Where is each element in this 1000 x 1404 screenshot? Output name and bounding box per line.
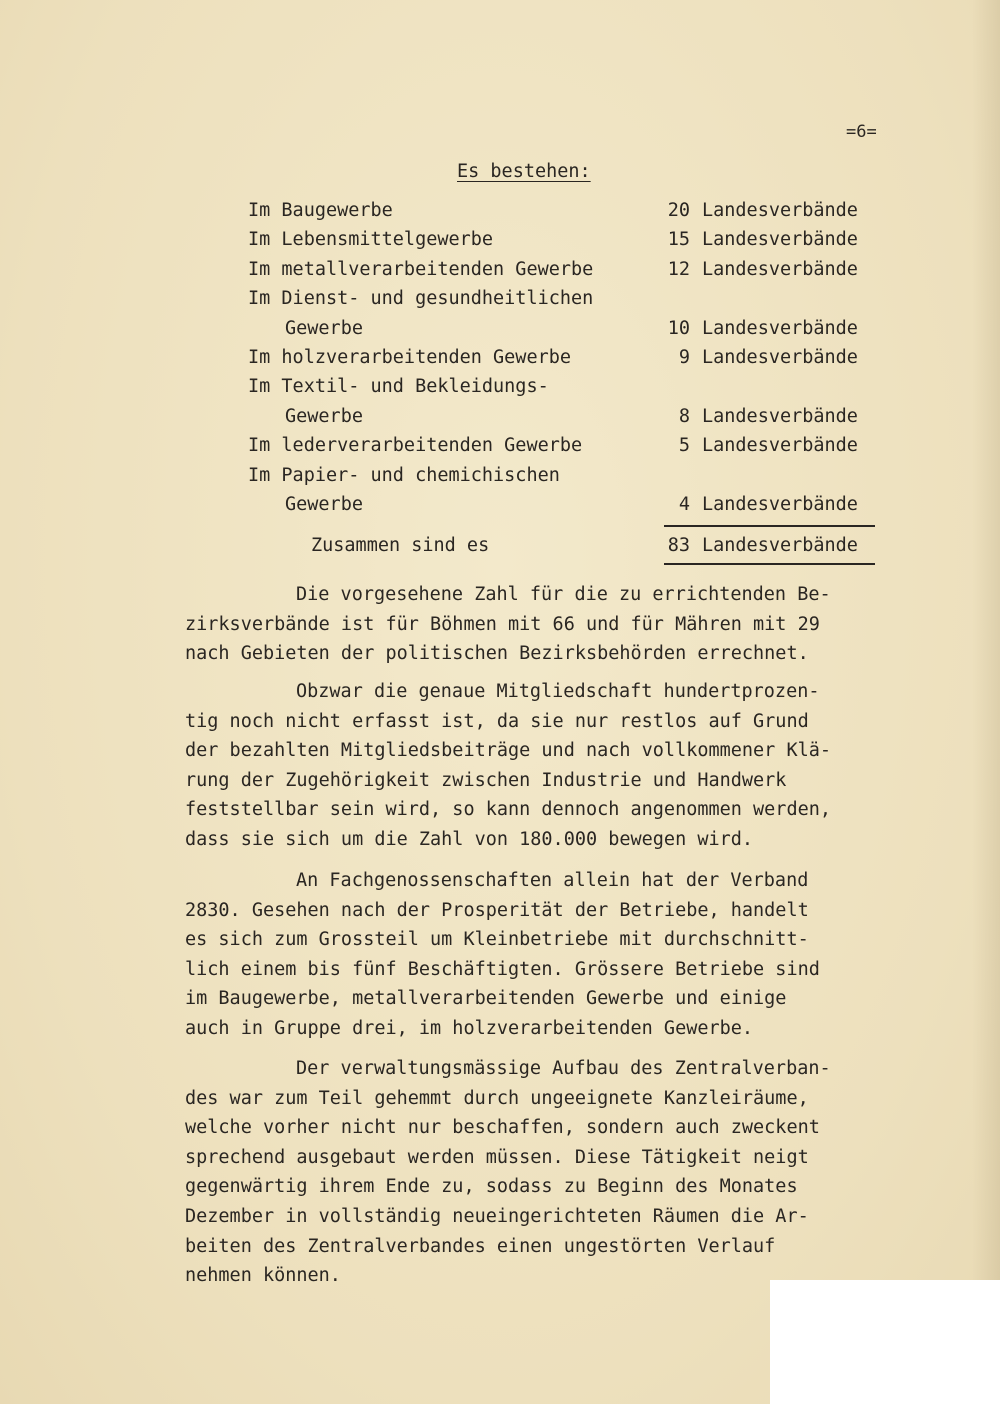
paragraph-line: auch in Gruppe drei, im holzverarbeitenden Gewerbe. — [185, 1018, 754, 1039]
paragraph-line: des war zum Teil gehemmt durch ungeeignete Kanzleiräume, — [185, 1087, 809, 1109]
table-row-label: Im lederverarbeitenden Gewerbe — [248, 435, 583, 457]
total-label: Zusammen sind es — [311, 535, 490, 556]
paragraph-line: beiten des Zentralverbandes einen ungestörten Verlauf — [185, 1235, 776, 1257]
paragraph-line: nehmen können. — [185, 1265, 341, 1287]
table-row-count: 5 — [678, 435, 690, 457]
paragraph-line: An Fachgenossenschaften allein hat der Verband — [296, 870, 809, 891]
table-row-count: 8 — [678, 405, 690, 427]
total-rule-bottom — [664, 563, 875, 565]
paragraph-line: zirksverbände ist für Böhmen mit 66 und für Mähren mit 29 — [185, 613, 820, 635]
table-row-count: 10 — [667, 317, 690, 339]
paragraph-line: lich einem bis fünf Beschäftigten. Grössere Betriebe sind — [185, 958, 820, 980]
section-heading: Es bestehen: — [457, 161, 591, 182]
total-rule-top — [664, 525, 875, 527]
table-row-unit: Landesverbände — [702, 229, 858, 251]
table-row-label: Gewerbe — [285, 494, 363, 515]
table-row-unit: Landesverbände — [702, 347, 858, 368]
paragraph-line: feststellbar sein wird, so kann dennoch angenommen werden, — [185, 799, 832, 821]
scan-blank-corner — [770, 1280, 1000, 1404]
paragraph-line: Dezember in vollständig neueingerichteten Räumen die Ar- — [185, 1206, 809, 1227]
table-row-count: 20 — [667, 200, 690, 221]
paragraph-line: tig noch nicht erfasst ist, da sie nur restlos auf Grund — [185, 710, 809, 732]
table-row-label: Im Papier- und chemichischen — [248, 464, 560, 486]
paragraph-line: der bezahlten Mitgliedsbeiträge und nach vollkommener Klä- — [185, 740, 832, 762]
page-number: =6= — [846, 122, 877, 142]
paragraph-line: nach Gebieten der politischen Bezirksbehörden errechnet. — [185, 643, 809, 665]
paragraph-line: Obzwar die genaue Mitgliedschaft hundertprozen- — [296, 681, 820, 702]
paragraph-line: gegenwärtig ihrem Ende zu, sodass zu Beginn des Monates — [185, 1176, 798, 1198]
table-row-unit: Landesverbände — [702, 317, 858, 339]
paragraph-line: Der verwaltungsmässige Aufbau des Zentralverban- — [296, 1058, 831, 1079]
table-row-count: 4 — [678, 494, 690, 515]
total-count: 83 — [667, 535, 690, 556]
table-row-unit: Landesverbände — [702, 494, 858, 515]
paragraph-line: dass sie sich um die Zahl von 180.000 bewegen wird. — [185, 829, 754, 850]
table-row-count: 9 — [678, 347, 690, 368]
table-row-label: Gewerbe — [285, 317, 363, 339]
table-row-label: Im Lebensmittelgewerbe — [248, 229, 494, 251]
table-row-label: Im Textil- und Bekleidungs- — [248, 376, 549, 398]
table-row-label: Im holzverarbeitenden Gewerbe — [248, 347, 572, 368]
table-row-count: 12 — [667, 258, 690, 280]
paragraph-line: im Baugewerbe, metallverarbeitenden Gewerbe und einige — [185, 988, 787, 1010]
total-unit: Landesverbände — [702, 535, 858, 556]
table-row-unit: Landesverbände — [702, 435, 858, 457]
paragraph-line: rung der Zugehörigkeit zwischen Industrie und Handwerk — [185, 769, 787, 791]
paragraph-line: welche vorher nicht nur beschaffen, sondern auch zweckent — [185, 1117, 820, 1139]
paragraph-line: sprechend ausgebaut werden müssen. Diese Tätigkeit neigt — [185, 1146, 809, 1168]
table-row-label: Im Baugewerbe — [248, 200, 393, 221]
table-row-label: Im metallverarbeitenden Gewerbe — [248, 258, 594, 280]
table-row-unit: Landesverbände — [702, 258, 858, 280]
table-row-unit: Landesverbände — [702, 405, 858, 427]
paragraph-line: Die vorgesehene Zahl für die zu errichtenden Be- — [296, 584, 831, 605]
table-row-count: 15 — [667, 229, 690, 251]
table-row-label: Gewerbe — [285, 405, 363, 427]
table-row-unit: Landesverbände — [702, 200, 858, 221]
table-row-label: Im Dienst- und gesundheitlichen — [248, 288, 594, 310]
page-edge-shadow — [972, 0, 1000, 1280]
paragraph-line: es sich zum Grossteil um Kleinbetriebe mit durchschnitt- — [185, 929, 809, 951]
paragraph-line: 2830. Gesehen nach der Prosperität der Betriebe, handelt — [185, 899, 809, 921]
